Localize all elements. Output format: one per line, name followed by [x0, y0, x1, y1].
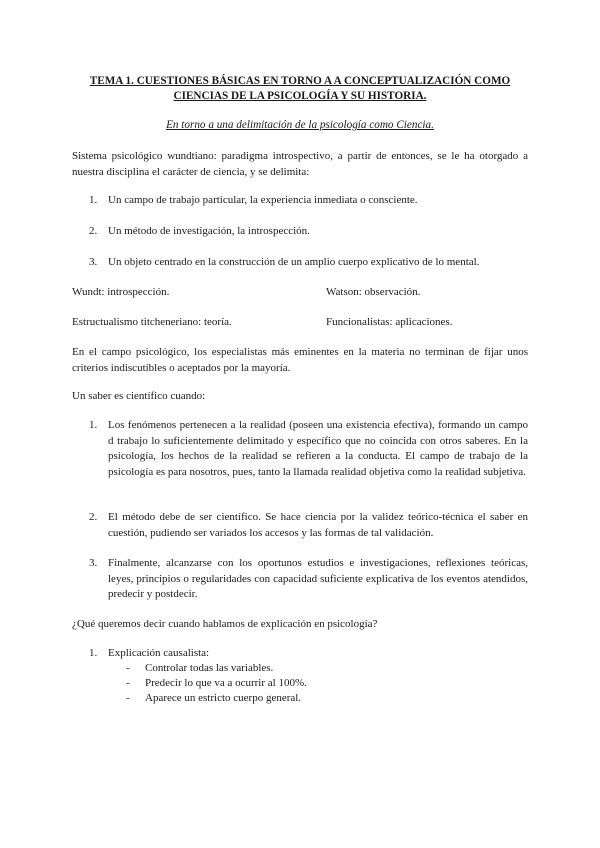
- list1-item-2: [89, 224, 528, 240]
- list-text: Finalmente, alcanzarse con los oportunos estudios e investigaciones, reflexiones teóricas, leyes, principios o regularidades con capacidad suficiente explicativa de los eventos atendidos, predecir y postdecir.: [108, 557, 528, 600]
- list2-item-2: [89, 510, 528, 541]
- list3-item-1: [89, 646, 528, 662]
- pair-2-right: Funcionalistas: aplicaciones.: [326, 316, 453, 328]
- pair-1-right: Watson: observación.: [326, 286, 421, 298]
- question-paragraph: ¿Qué queremos decir cuando hablamos de explicación en psicología?: [72, 618, 378, 630]
- list-number: 1.: [89, 194, 98, 206]
- section-subtitle: En torno a una delimitación de la psicología como Ciencia.: [166, 119, 434, 131]
- list-number: 2.: [89, 511, 98, 523]
- dash-text: Predecir lo que va a ocurrir al 100%.: [145, 677, 307, 689]
- list-text: Explicación causalista:: [108, 647, 210, 659]
- list-text: El método debe de ser científico. Se hace ciencia por la validez teórico-técnica el saber en cuestión, pudiendo ser variados los accesos y las formas de tal validación.: [108, 511, 528, 539]
- dash-mark: -: [126, 662, 130, 674]
- dash-text: Aparece un estricto cuerpo general.: [145, 692, 302, 704]
- dash-item-2: [126, 676, 307, 691]
- list-number: 3.: [89, 557, 98, 569]
- list-text: Un campo de trabajo particular, la experiencia inmediata o consciente.: [108, 194, 418, 206]
- list1-item-3: [89, 255, 528, 271]
- list-text: Un objeto centrado en la construcción de un amplio cuerpo explicativo de lo mental.: [108, 256, 480, 268]
- dash-item-1: [126, 661, 273, 676]
- dash-mark: -: [126, 677, 130, 689]
- list-text: Los fenómenos pertenecen a la realidad (poseen una existencia efectiva), formando un campo d trabajo lo suficientemente delimitado y específico que no coincida con otros saberes. En la psicología, los hechos de la realidad se refieren a la conducta. El campo de trabajo de la psicología es para nosotros, pues, tanto la llamada realidad objetiva como la realidad subjetiva.: [108, 419, 528, 478]
- paragraph-3: Un saber es científico cuando:: [72, 390, 206, 402]
- list2-item-1: [89, 418, 528, 480]
- intro-paragraph: Sistema psicológico wundtiano: paradigma introspectivo, a partir de entonces, se le ha otorgado a nuestra disciplina el carácter de ciencia, y se delimita:: [72, 150, 528, 178]
- title-line-1: TEMA 1. CUESTIONES BÁSICAS EN TORNO A A CONCEPTUALIZACIÓN COMO: [89, 75, 511, 87]
- paragraph-2: En el campo psicológico, los especialistas más eminentes en la materia no terminan de fijar unos criterios indiscutibles o aceptados por la mayoría.: [72, 346, 528, 374]
- dash-text: Controlar todas las variables.: [145, 662, 274, 674]
- title-line-2: CIENCIAS DE LA PSICOLOGÍA Y SU HISTORIA.: [173, 90, 427, 102]
- list-number: 3.: [89, 256, 98, 268]
- pair-2-left: Estructualismo titcheneriano: teoría.: [72, 316, 232, 328]
- document-title: [72, 74, 528, 104]
- list-number: 1.: [89, 419, 98, 431]
- list1-item-1: [89, 193, 528, 209]
- list-text: Un método de investigación, la introspección.: [108, 225, 310, 237]
- pair-1-left: Wundt: introspección.: [72, 286, 170, 298]
- dash-mark: -: [126, 692, 130, 704]
- list2-item-3: [89, 556, 528, 603]
- dash-item-3: [126, 691, 301, 706]
- list-number: 2.: [89, 225, 98, 237]
- list-number: 1.: [89, 647, 98, 659]
